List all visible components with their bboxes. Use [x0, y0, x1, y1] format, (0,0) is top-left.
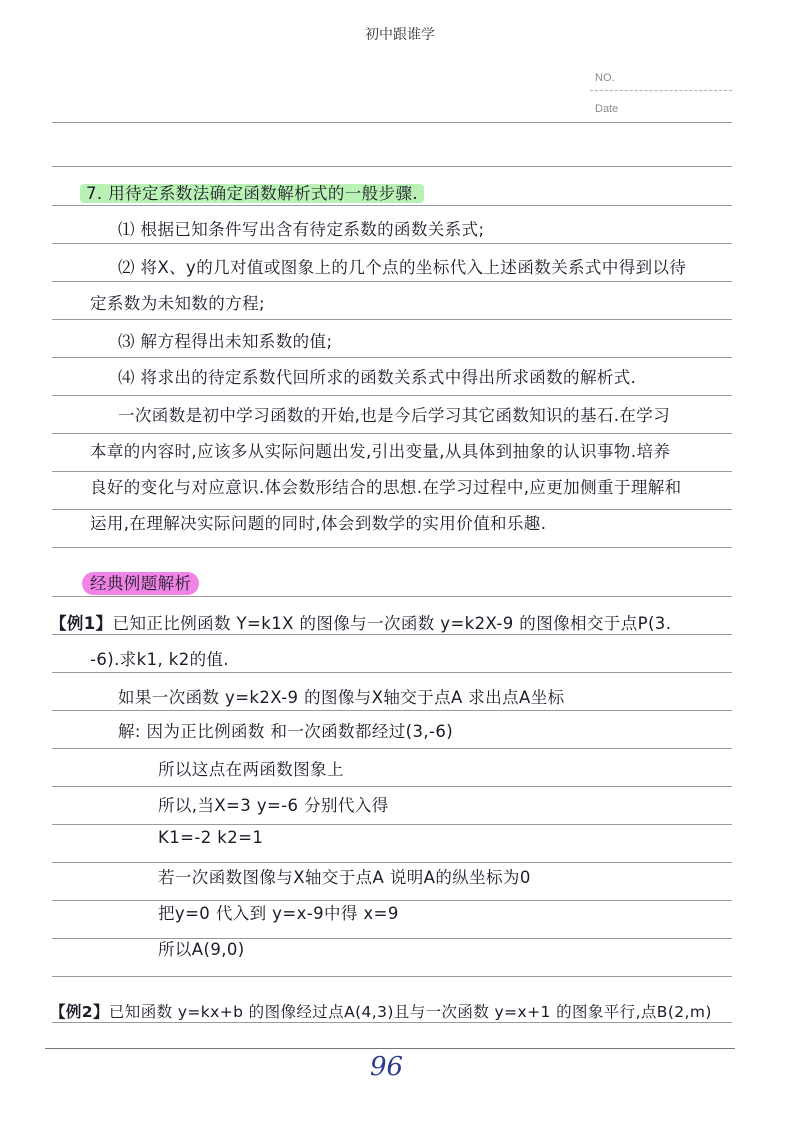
step-line: ⑴ 根据已知条件写出含有待定系数的函数关系式;	[118, 220, 485, 239]
ruled-line	[52, 824, 732, 825]
paragraph-line: 本章的内容时,应该多从实际问题出发,引出变量,从具体到抽象的认识事物.培养	[90, 442, 671, 461]
ruled-line	[52, 748, 732, 749]
ruled-line	[52, 596, 732, 597]
page-header: 初中跟谁学	[365, 27, 435, 43]
paragraph-line: 一次函数是初中学习函数的开始,也是今后学习其它函数知识的基石.在学习	[118, 406, 671, 425]
ruled-line	[52, 166, 732, 167]
examples-heading	[82, 570, 199, 594]
ruled-line	[52, 395, 732, 396]
step-line: ⑶ 解方程得出未知系数的值;	[118, 332, 333, 351]
ruled-line	[52, 433, 732, 434]
ruled-line	[52, 471, 732, 472]
example2-text: 已知函数 y=kx+b 的图像经过点A(4,3)且与一次函数 y=x+1 的图象平行,点B(2,m)	[108, 1003, 712, 1021]
example1-line2: -6).求k1, k2的值.	[90, 650, 230, 669]
no-line	[590, 90, 732, 91]
ruled-line	[52, 243, 732, 244]
ruled-line	[52, 976, 732, 977]
ruled-line	[52, 205, 732, 206]
examples-heading-text: 经典例题解析	[82, 572, 199, 595]
ruled-line	[52, 672, 732, 673]
example2-tag: 【例2】	[50, 1003, 109, 1021]
ruled-line	[52, 786, 732, 787]
ruled-line	[52, 547, 732, 548]
step-line: ⑵ 将X、y的几对值或图象上的几个点的坐标代入上述函数关系式中得到以待	[118, 258, 687, 277]
ruled-line	[52, 281, 732, 282]
example1-line1	[50, 610, 671, 634]
ruled-line	[52, 122, 732, 123]
section-heading	[80, 180, 424, 204]
solution-line: 若一次函数图像与X轴交于点A 说明A的纵坐标为0	[158, 868, 531, 887]
bottom-rule	[45, 1048, 735, 1049]
example1-question: 如果一次函数 y=k2X-9 的图像与X轴交于点A 求出点A坐标	[118, 688, 565, 707]
ruled-line	[52, 1022, 732, 1023]
solution-line: 所以这点在两函数图象上	[158, 760, 344, 779]
ruled-line	[52, 319, 732, 320]
page-number: 96	[370, 1052, 404, 1082]
ruled-line	[52, 938, 732, 939]
step-line: 定系数为未知数的方程;	[90, 294, 265, 313]
solution-line: 所以A(9,0)	[158, 940, 245, 959]
step-line: ⑷ 将求出的待定系数代回所求的函数关系式中得出所求函数的解析式.	[118, 368, 637, 387]
example1-tag: 【例1】	[50, 614, 113, 633]
date-label: Date	[595, 103, 619, 115]
no-label: NO.	[595, 72, 615, 84]
solution-line: 解: 因为正比例函数 和一次函数都经过(3,-6)	[118, 722, 454, 741]
solution-line: K1=-2 k2=1	[158, 828, 264, 847]
paragraph-line: 良好的变化与对应意识.体会数形结合的思想.在学习过程中,应更加侧重于理解和	[90, 478, 682, 497]
solution-line: 把y=0 代入到 y=x-9中得 x=9	[158, 904, 399, 923]
paragraph-line: 运用,在理解决实际问题的同时,体会到数学的实用价值和乐趣.	[90, 514, 547, 533]
section-heading-text: 7. 用待定系数法确定函数解析式的一般步骤.	[80, 184, 424, 203]
ruled-line	[52, 862, 732, 863]
example1-text: 已知正比例函数 Y=k1X 的图像与一次函数 y=k2X-9 的图像相交于点P(3.	[112, 614, 672, 633]
example2-line	[50, 1000, 712, 1022]
ruled-line	[52, 634, 732, 635]
ruled-line	[52, 357, 732, 358]
solution-line: 所以,当X=3 y=-6 分别代入得	[158, 796, 389, 815]
ruled-line	[52, 710, 732, 711]
